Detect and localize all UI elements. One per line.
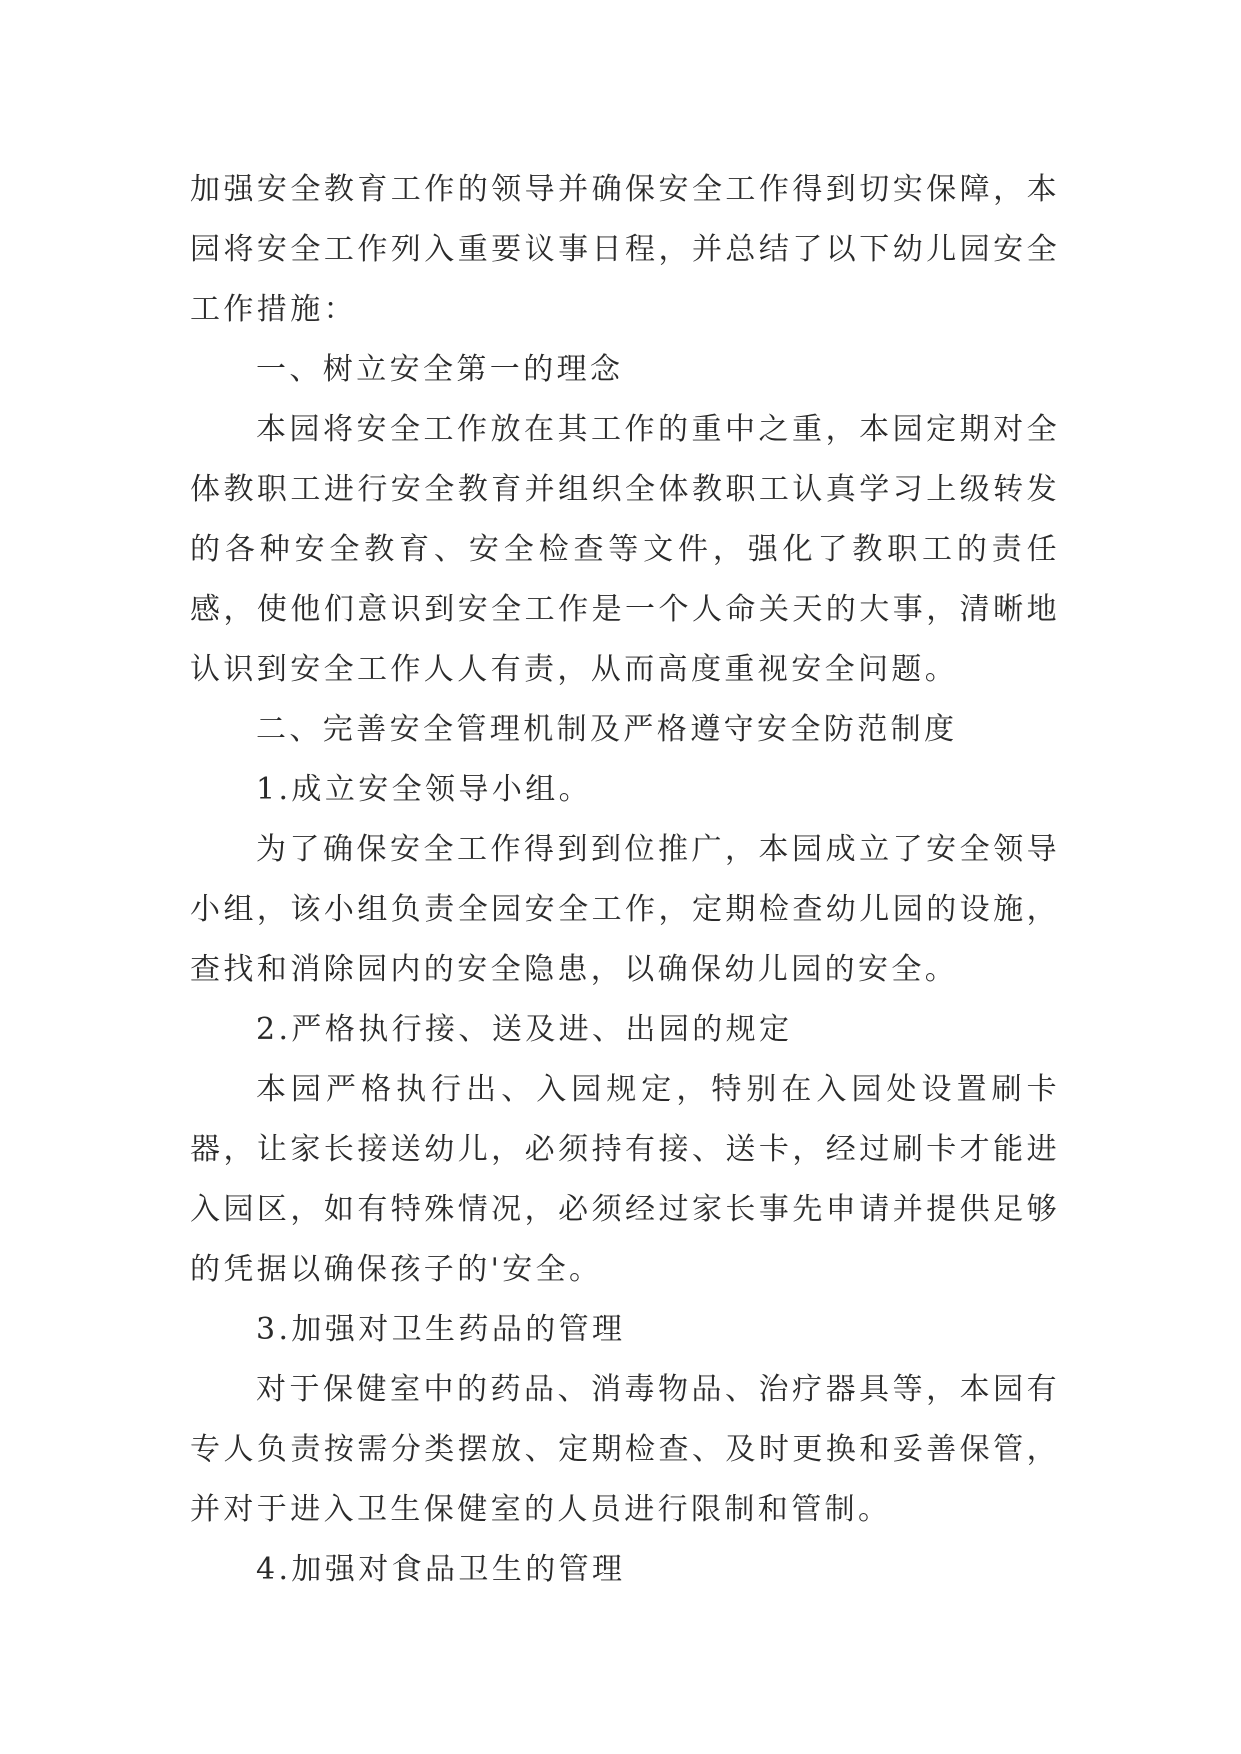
subheading-2-4: 4.加强对食品卫生的管理 (256, 1552, 626, 1587)
intro-paragraph: 加强安全教育工作的领导并确保安全工作得到切实保障，本园将安全工作列入重要议事日程，并总结了以下幼儿园安全工作措施： (190, 172, 1060, 327)
document-body (190, 160, 1060, 1600)
subsection-2-2-paragraph: 本园严格执行出、入园规定，特别在入园处设置刷卡器，让家长接送幼儿，必须持有接、送卡，经过刷卡才能进入园区，如有特殊情况，必须经过家长事先申请并提供足够的凭据以确保孩子的'安全。 (190, 1072, 1060, 1287)
subheading-2-3: 3.加强对卫生药品的管理 (256, 1312, 626, 1347)
subheading-2-1: 1.成立安全领导小组。 (256, 772, 593, 807)
subsection-2-3-paragraph: 对于保健室中的药品、消毒物品、治疗器具等，本园有专人负责按需分类摆放、定期检查、及时更换和妥善保管，并对于进入卫生保健室的人员进行限制和管制。 (190, 1372, 1060, 1527)
section-heading-1: 一、树立安全第一的理念 (256, 352, 624, 387)
section-1-paragraph: 本园将安全工作放在其工作的重中之重，本园定期对全体教职工进行安全教育并组织全体教职工认真学习上级转发的各种安全教育、安全检查等文件，强化了教职工的责任感，使他们意识到安全工作是一个人命关天的大事，清晰地认识到安全工作人人有责，从而高度重视安全问题。 (190, 412, 1060, 687)
subheading-2-2: 2.严格执行接、送及进、出园的规定 (256, 1012, 793, 1047)
section-heading-2: 二、完善安全管理机制及严格遵守安全防范制度 (256, 712, 958, 747)
subsection-2-1-paragraph: 为了确保安全工作得到到位推广，本园成立了安全领导小组，该小组负责全园安全工作，定期检查幼儿园的设施，查找和消除园内的安全隐患，以确保幼儿园的安全。 (190, 832, 1060, 987)
